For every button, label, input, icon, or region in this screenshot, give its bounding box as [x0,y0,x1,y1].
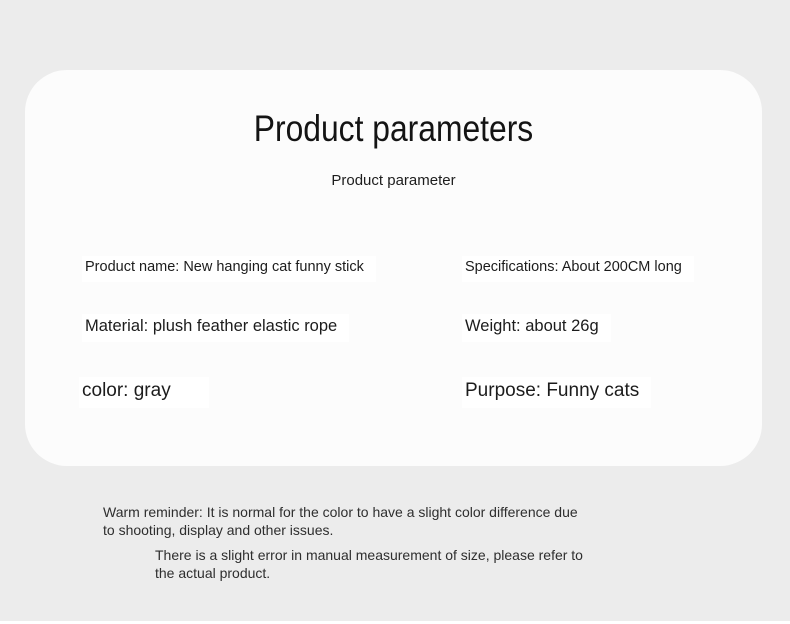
product-parameters-card [25,70,762,466]
page-title: Product parameters [253,108,534,149]
footer-measurement-note [155,546,583,582]
param-color: color: gray [79,377,209,408]
param-purpose: Purpose: Funny cats [462,377,651,408]
footer-measurement-note-line: the actual product. [155,565,271,581]
page-subtitle: Product parameter [331,172,456,189]
footer-warm-reminder-line: to shooting, display and other issues. [103,521,334,538]
footer-warm-reminder-line: Warm reminder: It is normal for the color to have a slight color difference due [103,504,578,520]
param-weight: Weight: about 26g [462,314,611,342]
footer-warm-reminder [103,504,578,539]
param-material: Material: plush feather elastic rope [82,314,349,342]
footer-measurement-note-line: There is a slight error in manual measurement of size, please refer to [155,547,583,563]
param-specifications: Specifications: About 200CM long [462,256,694,282]
param-product-name: Product name: New hanging cat funny stick [82,256,376,282]
